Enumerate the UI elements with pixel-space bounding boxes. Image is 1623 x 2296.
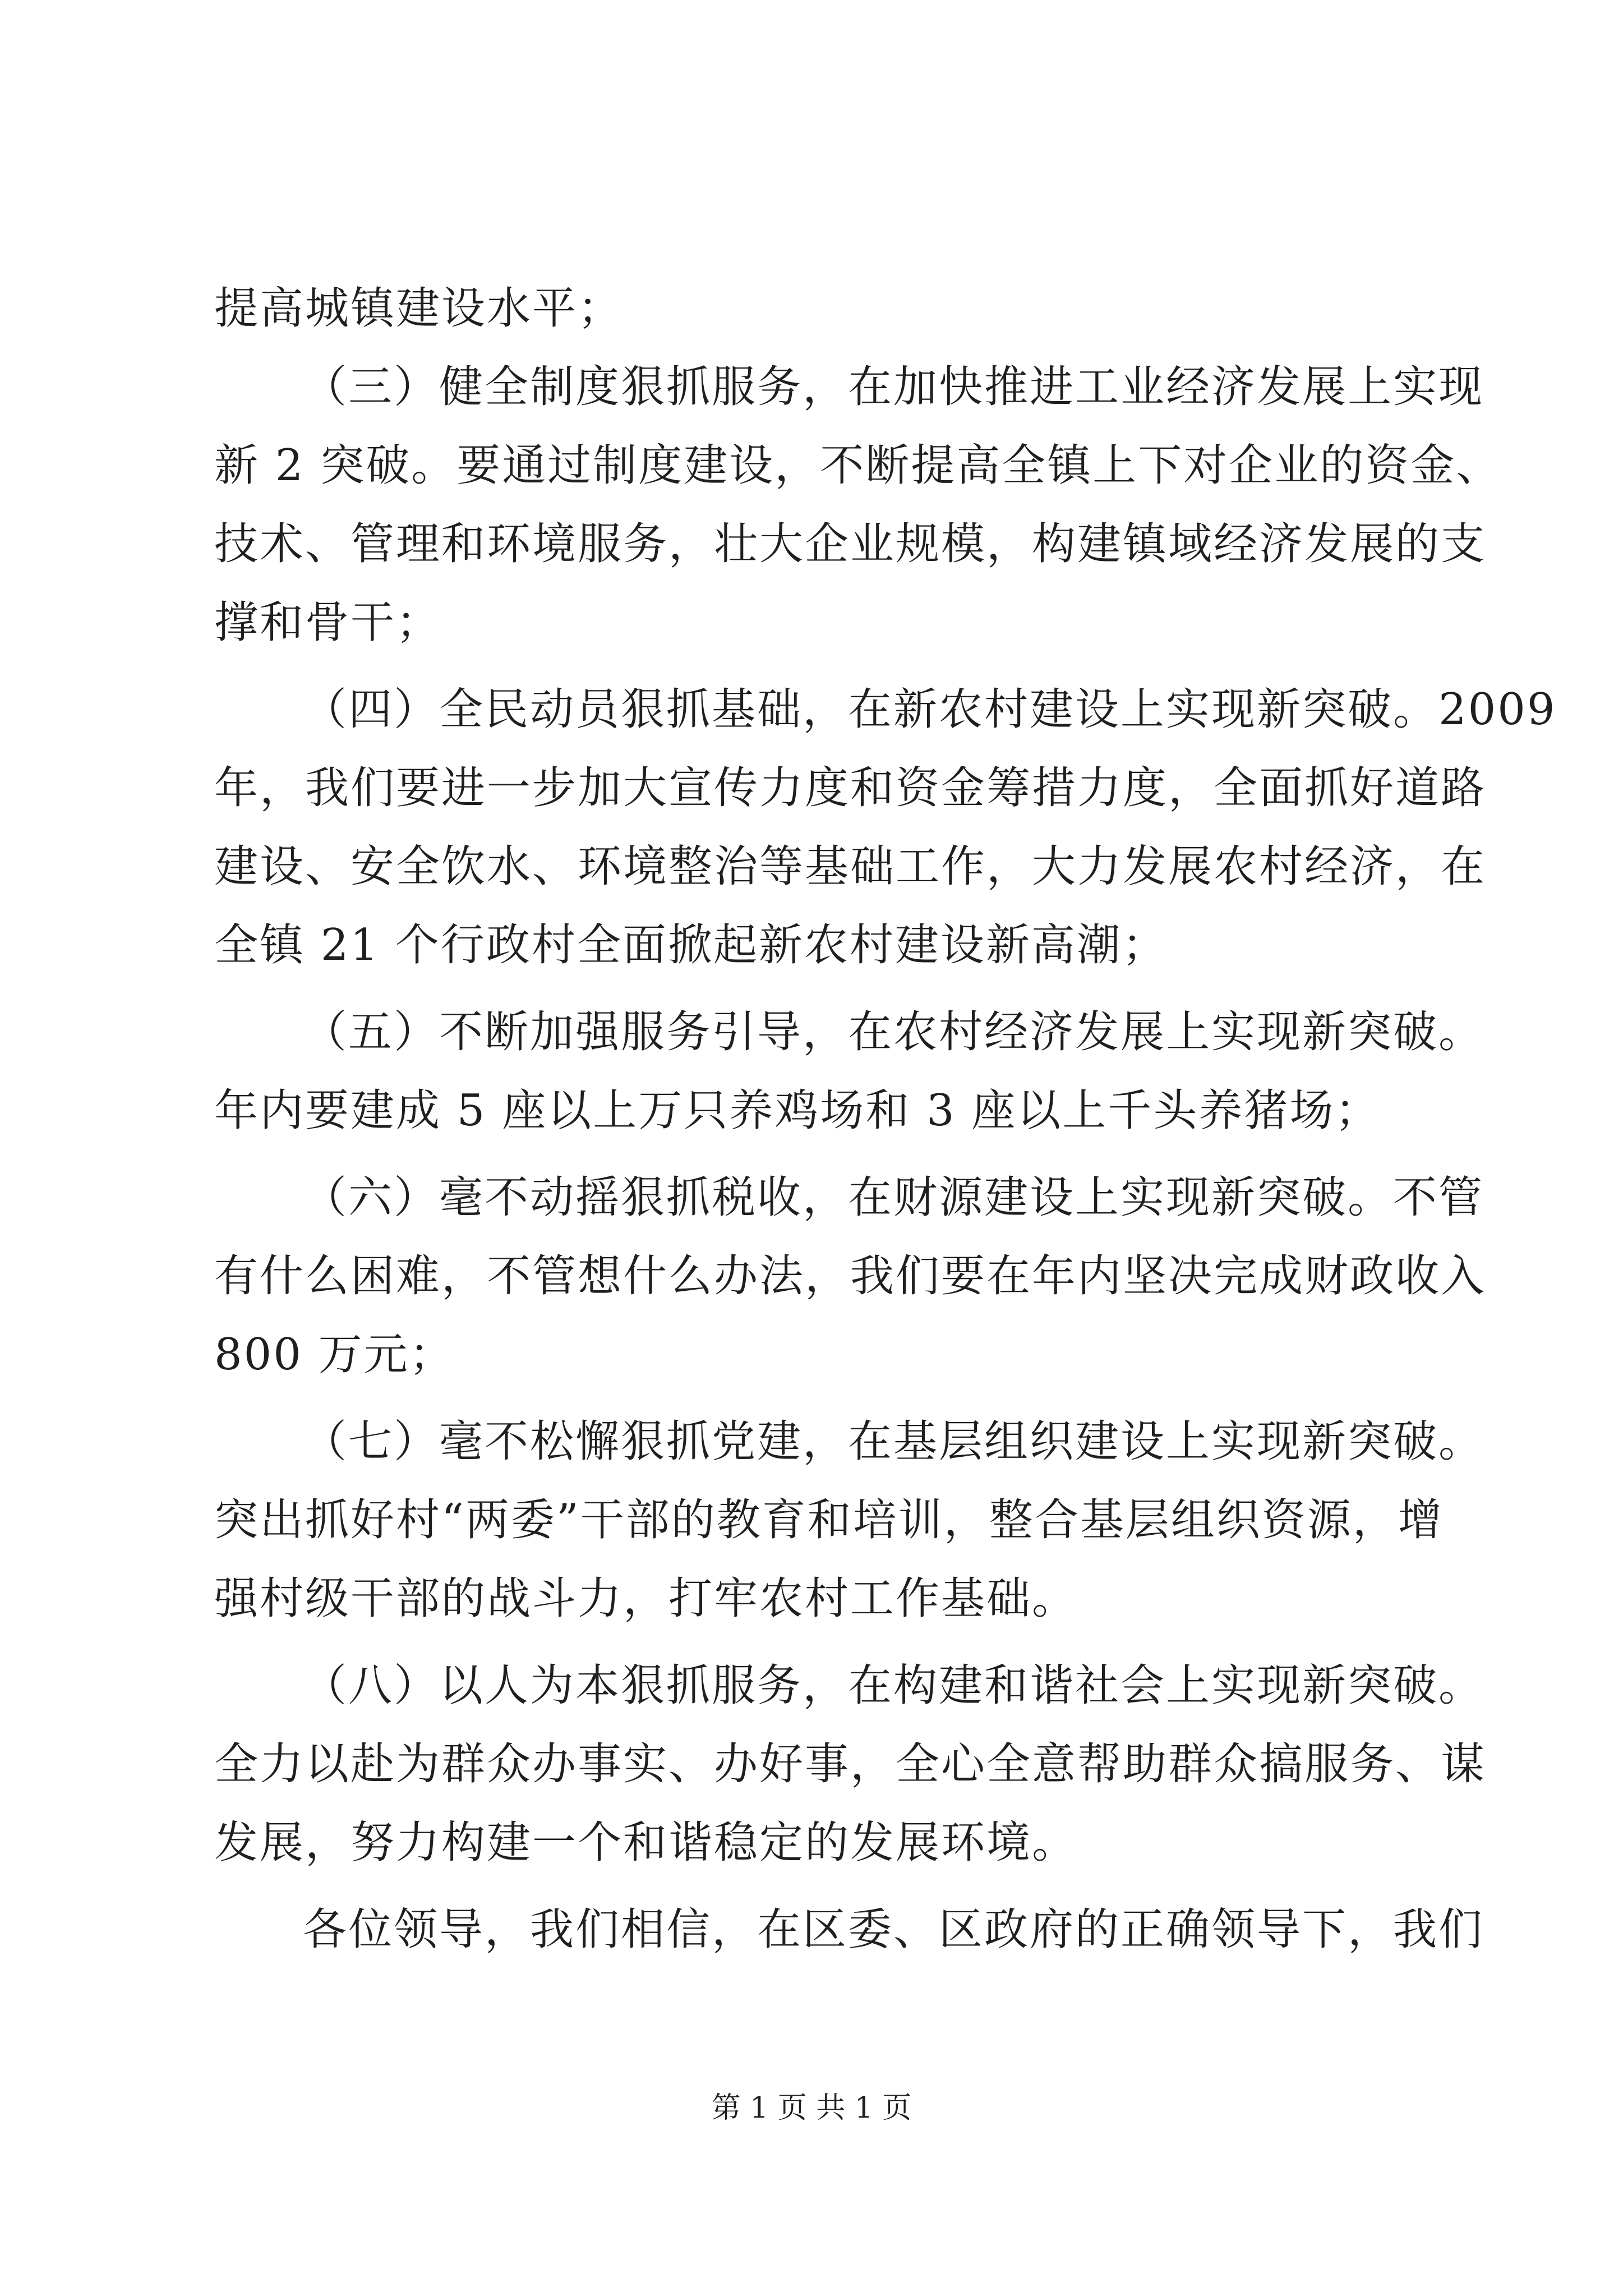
- text-line: 800 万元；: [214, 1329, 455, 1380]
- text-line: 突出抓好村“两委”干部的教育和培训，整合基层组织资源，增: [214, 1495, 1444, 1545]
- text-line: 年内要建成 5 座以上万只养鸡场和 3 座以上千头养猪场；: [214, 1085, 1381, 1136]
- text-line: 各位领导，我们相信，在区委、区政府的正确领导下，我们: [303, 1904, 1484, 1955]
- text-line: 撑和骨干；: [214, 597, 442, 648]
- text-line: （四）全民动员狠抓基础，在新农村建设上实现新突破。2009: [303, 684, 1557, 735]
- text-line: 技术、管理和环境服务，壮大企业规模，构建镇域经济发展的支: [214, 519, 1487, 569]
- text-line: （八）以人为本狠抓服务，在构建和谐社会上实现新突破。: [303, 1660, 1484, 1711]
- text-line: （六）毫不动摇狠抓税收，在财源建设上实现新突破。不管: [303, 1172, 1484, 1223]
- text-line: 发展，努力构建一个和谐稳定的发展环境。: [214, 1818, 1078, 1868]
- text-line: 全力以赴为群众办事实、办好事，全心全意帮助群众搞服务、谋: [214, 1739, 1487, 1789]
- page-footer: 第 1 页 共 1 页: [711, 2091, 912, 2125]
- text-line: 全镇 21 个行政村全面掀起新农村建设新高潮；: [214, 920, 1168, 970]
- text-line: 提高城镇建设水平；: [214, 283, 624, 334]
- text-line: 强村级干部的战斗力，打牢农村工作基础。: [214, 1573, 1078, 1624]
- text-line: （五）不断加强服务引导，在农村经济发展上实现新突破。: [303, 1007, 1484, 1057]
- text-line: 建设、安全饮水、环境整治等基础工作，大力发展农村经济，在: [214, 841, 1487, 892]
- text-line: 年，我们要进一步加大宣传力度和资金筹措力度，全面抓好道路: [214, 763, 1487, 813]
- text-line: （七）毫不松懈狠抓党建，在基层组织建设上实现新突破。: [303, 1416, 1484, 1467]
- text-line: 有什么困难，不管想什么办法，我们要在年内坚决完成财政收入: [214, 1251, 1487, 1301]
- text-line: 新 2 突破。要通过制度建设，不断提高全镇上下对企业的资金、: [214, 440, 1502, 491]
- text-line: （三）健全制度狠抓服务，在加快推进工业经济发展上实现: [303, 362, 1484, 412]
